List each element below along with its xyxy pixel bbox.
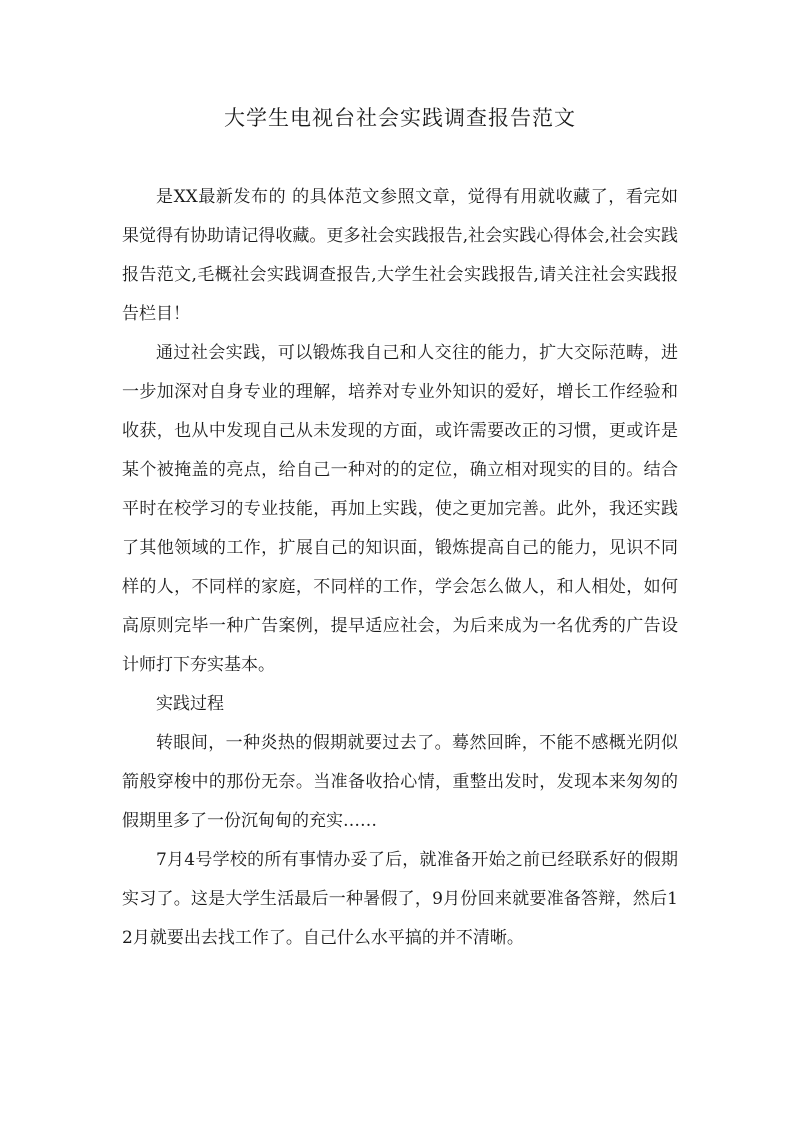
document-body (122, 178, 678, 958)
paragraph-purpose: 通过社会实践，可以锻炼我自己和人交往的能力，扩大交际范畴，进一步加深对自身专业的理解，培养对专业外知识的爱好，增长工作经验和收获，也从中发现自己从未发现的方面，或许需要改正的习惯，更或许是某个被掩盖的亮点，给自己一种对的的定位，确立相对现实的目的。结合平时在校学习的专业技能，再加上实践，使之更加完善。此外，我还实践了其他领域的工作，扩展自己的知识面，锻炼提高自己的能力，见识不同样的人，不同样的家庭，不同样的工作，学会怎么做人，和人相处，如何高原则完毕一种广告案例，提早适应社会，为后来成为一名优秀的广告设计师打下夯实基本。 (122, 343, 678, 675)
document-title: 大学生电视台社会实践调查报告范文 (224, 106, 576, 130)
paragraph-summer-reflection: 转眼间，一种炎热的假期就要过去了。蓦然回眸，不能不感概光阴似箭般穿梭中的那份无奈。当准备收拾心情，重整出发时，发现本来匆匆的假期里多了一份沉甸甸的充实…… (122, 733, 678, 831)
paragraph-intro: 是XX最新发布的 的具体范文参照文章，觉得有用就收藏了，看完如果觉得有协助请记得收藏。更多社会实践报告,社会实践心得体会,社会实践报告范文,毛概社会实践调查报告,大学生社会实践报告,请关注社会实践报告栏目！ (122, 187, 678, 324)
paragraph-internship-start: 7月4号学校的所有事情办妥了后，就准备开始之前已经联系好的假期实习了。这是大学生活最后一种暑假了，9月份回来就要准备答辩，然后12月就要出去找工作了。自己什么水平搞的并不清晰。 (122, 850, 678, 948)
section-heading-practice-process: 实践过程 (156, 694, 224, 714)
